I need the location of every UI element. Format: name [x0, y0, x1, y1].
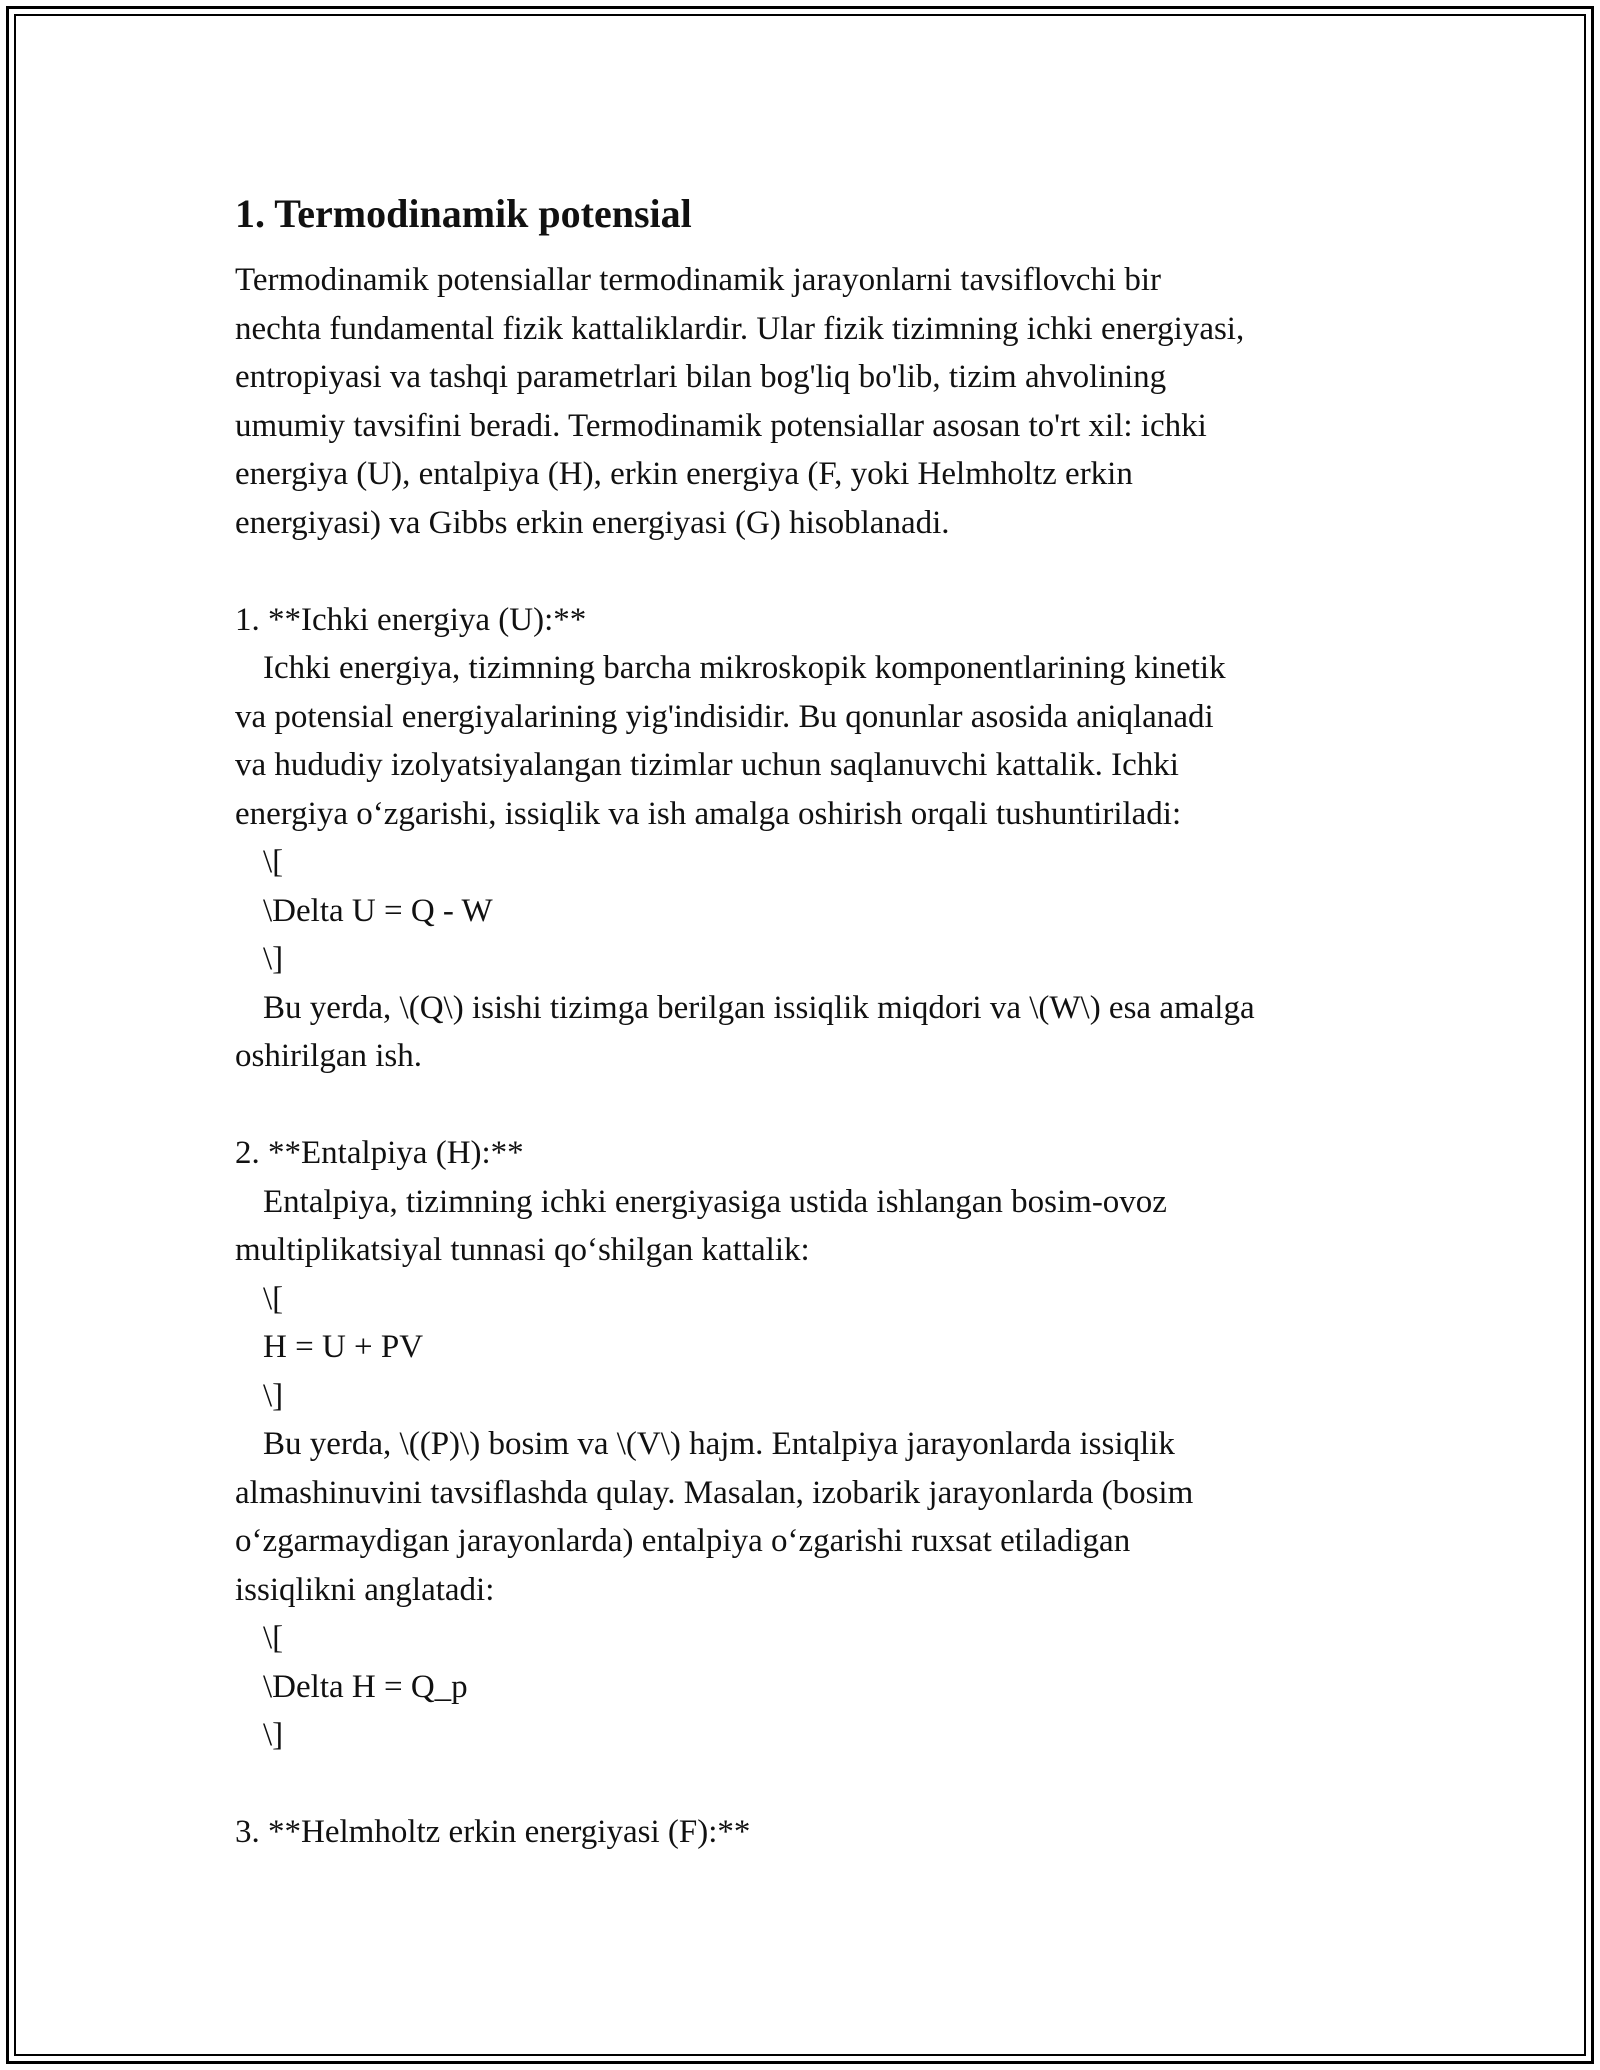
formula: H = U + PV: [263, 1329, 424, 1365]
spacer: [235, 547, 1385, 596]
spacer: [235, 1081, 1385, 1130]
section-heading: 1. **Ichki energiya (U):**: [235, 601, 587, 638]
section-internal-energy: [235, 596, 1385, 1081]
formula-note-line: oshirilgan ish.: [235, 1038, 422, 1074]
section-text-line: va potensial energiyalarining yig'indisidir. Bu qonunlar asosida aniqlanadi: [235, 698, 1214, 735]
section-text-line: Entalpiya, tizimning ichki energiyasiga ustida ishlangan bosim-ovoz: [263, 1183, 1167, 1220]
section-heading: 2. **Entalpiya (H):**: [235, 1135, 524, 1171]
section-text-line: Ichki energiya, tizimning barcha mikroskopik komponentlarining kinetik: [263, 650, 1226, 686]
document-body: [235, 182, 1385, 1857]
formula-delimiter-close: \]: [263, 1717, 284, 1753]
formula-note-line: Bu yerda, \((P)\) bosim va \(V\) hajm. Entalpiya jarayonlarda issiqlik: [263, 1426, 1175, 1462]
section-text-line: va hududiy izolyatsiyalangan tizimlar uchun saqlanuvchi kattalik. Ichki: [235, 747, 1179, 783]
formula-note-line: issiqlikni anglatadi:: [235, 1571, 495, 1608]
intro-line: energiyasi) va Gibbs erkin energiyasi (G) hisoblanadi.: [235, 504, 950, 541]
formula-delimiter-close: \]: [263, 941, 284, 977]
intro-line: nechta fundamental fizik kattaliklardir. Ular fizik tizimning ichki energiyasi,: [235, 310, 1245, 347]
formula-delimiter-open: \[: [263, 1280, 284, 1317]
document-title: 1. Termodinamik potensial: [235, 191, 692, 236]
formula-delimiter-close: \]: [263, 1377, 284, 1414]
intro-line: entropiyasi va tashqi parametrlari bilan bog'liq bo'lib, tizim ahvolining: [235, 359, 1167, 395]
section-enthalpy: [235, 1129, 1385, 1760]
spacer: [235, 1760, 1385, 1809]
formula-note-line: Bu yerda, \(Q\) isishi tizimga berilgan issiqlik miqdori va \(W\) esa amalga: [263, 989, 1255, 1026]
formula-note-line: o‘zgarmaydigan jarayonlarda) entalpiya o‘zgarishi ruxsat etiladigan: [235, 1523, 1131, 1559]
section-heading: 3. **Helmholtz erkin energiyasi (F):**: [235, 1814, 751, 1850]
intro-line: energiya (U), entalpiya (H), erkin energiya (F, yoki Helmholtz erkin: [235, 456, 1133, 492]
section-helmholtz: [235, 1808, 1385, 1857]
intro-paragraph: [235, 256, 1385, 547]
intro-line: umumiy tavsifini beradi. Termodinamik potensiallar asosan to'rt xil: ichki: [235, 407, 1207, 444]
formula: \Delta H = Q_p: [263, 1668, 468, 1705]
intro-line: Termodinamik potensiallar termodinamik jarayonlarni tavsiflovchi bir: [235, 262, 1162, 298]
formula: \Delta U = Q - W: [263, 892, 493, 929]
formula-delimiter-open: \[: [263, 1620, 284, 1656]
formula-note-line: almashinuvini tavsiflashda qulay. Masalan, izobarik jarayonlarda (bosim: [235, 1474, 1194, 1511]
section-text-line: energiya o‘zgarishi, issiqlik va ish amalga oshirish orqali tushuntiriladi:: [235, 795, 1182, 832]
formula-delimiter-open: \[: [263, 844, 284, 880]
section-text-line: multiplikatsiyal tunnasi qo‘shilgan kattalik:: [235, 1232, 810, 1268]
